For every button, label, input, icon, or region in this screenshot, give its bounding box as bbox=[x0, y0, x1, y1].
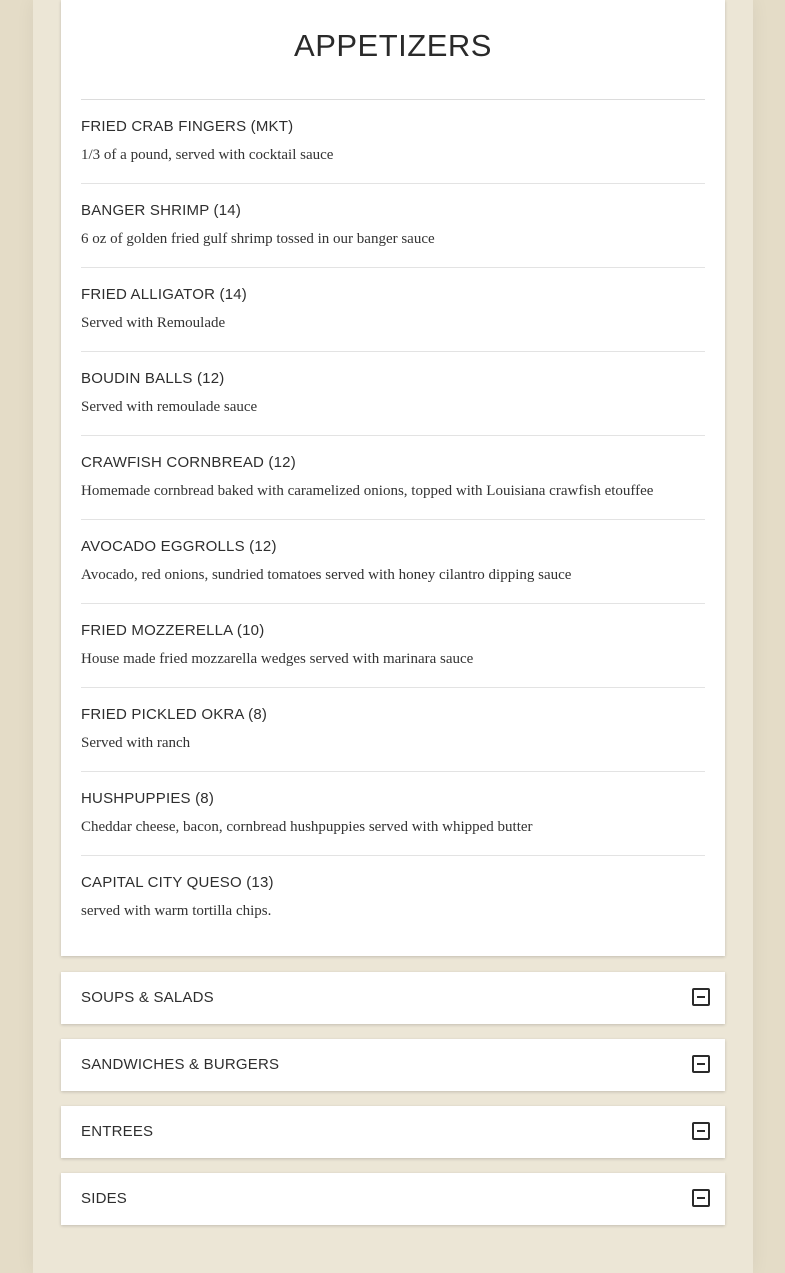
collapse-minus-icon[interactable] bbox=[692, 1055, 710, 1073]
menu-item bbox=[81, 604, 705, 688]
menu-item-name: FRIED CRAB FINGERS (MKT) bbox=[81, 118, 294, 135]
menu-item bbox=[81, 688, 705, 772]
menu-item-name: BOUDIN BALLS (12) bbox=[81, 370, 225, 387]
menu-item-description: Served with Remoulade bbox=[81, 315, 226, 331]
menu-item bbox=[81, 520, 705, 604]
menu-item-name: CAPITAL CITY QUESO (13) bbox=[81, 874, 274, 891]
menu-item bbox=[81, 352, 705, 436]
menu-item bbox=[81, 184, 705, 268]
menu-item bbox=[81, 856, 705, 940]
menu-item-description: Cheddar cheese, bacon, cornbread hushpuppies served with whipped butter bbox=[81, 819, 533, 835]
collapse-minus-icon[interactable] bbox=[692, 1189, 710, 1207]
accordion-entrees[interactable] bbox=[61, 1106, 725, 1158]
menu-item-description: Served with remoulade sauce bbox=[81, 399, 258, 415]
menu-item bbox=[81, 268, 705, 352]
collapse-minus-icon[interactable] bbox=[692, 1122, 710, 1140]
accordion-soups-salads[interactable] bbox=[61, 972, 725, 1024]
menu-item-name: FRIED ALLIGATOR (14) bbox=[81, 286, 247, 303]
menu-item-name: CRAWFISH CORNBREAD (12) bbox=[81, 454, 296, 471]
appetizers-panel bbox=[61, 0, 725, 956]
menu-item-description: 6 oz of golden fried gulf shrimp tossed in our banger sauce bbox=[81, 231, 435, 247]
menu-item-description: House made fried mozzarella wedges served with marinara sauce bbox=[81, 651, 474, 667]
accordion-label: SANDWICHES & BURGERS bbox=[81, 1056, 280, 1073]
accordion-label: SIDES bbox=[81, 1190, 128, 1207]
menu-item-description: 1/3 of a pound, served with cocktail sauce bbox=[81, 147, 334, 163]
menu-item bbox=[81, 100, 705, 184]
accordion-sides[interactable] bbox=[61, 1173, 725, 1225]
menu-item-description: Served with ranch bbox=[81, 735, 191, 751]
menu-item-name: FRIED PICKLED OKRA (8) bbox=[81, 706, 268, 723]
menu-item-name: HUSHPUPPIES (8) bbox=[81, 790, 215, 807]
menu-item-description: served with warm tortilla chips. bbox=[81, 903, 272, 919]
collapse-minus-icon[interactable] bbox=[692, 988, 710, 1006]
accordion-label: ENTREES bbox=[81, 1123, 154, 1140]
menu-item-description: Homemade cornbread baked with caramelized onions, topped with Louisiana crawfish etouffee bbox=[81, 483, 654, 499]
menu-item-name: AVOCADO EGGROLLS (12) bbox=[81, 538, 277, 555]
menu-items-list bbox=[81, 99, 705, 940]
menu-item-name: BANGER SHRIMP (14) bbox=[81, 202, 242, 219]
accordion-sandwiches-burgers[interactable] bbox=[61, 1039, 725, 1091]
menu-item-name: FRIED MOZZERELLA (10) bbox=[81, 622, 265, 639]
section-title: APPETIZERS bbox=[294, 28, 492, 63]
menu-item bbox=[81, 772, 705, 856]
accordion-label: SOUPS & SALADS bbox=[81, 989, 214, 1006]
menu-item bbox=[81, 436, 705, 520]
menu-item-description: Avocado, red onions, sundried tomatoes served with honey cilantro dipping sauce bbox=[81, 567, 572, 583]
